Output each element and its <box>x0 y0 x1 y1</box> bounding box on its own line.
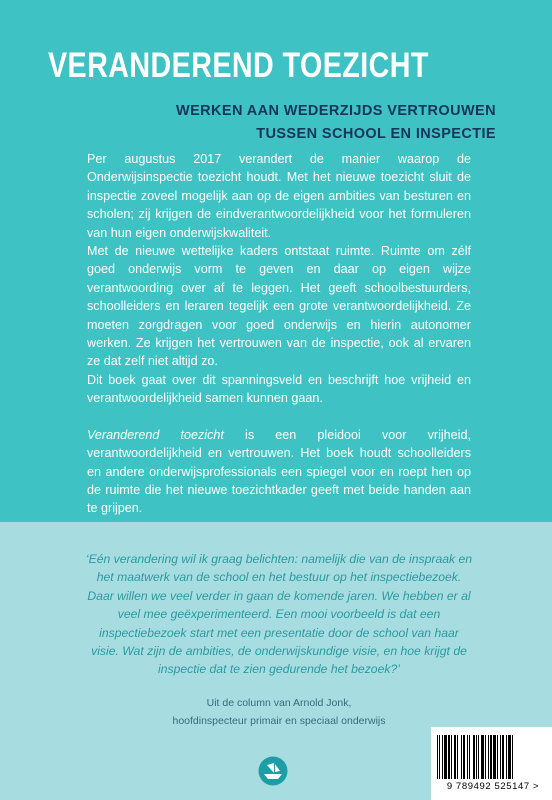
barcode-bar <box>451 735 452 779</box>
barcode-bar <box>488 735 489 779</box>
barcode-bar <box>467 735 468 779</box>
barcode-bar <box>463 735 465 779</box>
barcode-bar <box>500 735 501 779</box>
barcode-bar <box>442 735 443 779</box>
barcode-bar <box>439 735 440 779</box>
book-title: VERANDEREND TOEZICHT <box>48 46 429 85</box>
attribution-line-1: Uit de column van Arnold Jonk, <box>206 697 352 709</box>
subtitle-line-1: WERKEN AAN WEDERZIJDS VERTROUWEN <box>176 103 496 119</box>
barcode-bar <box>461 735 462 779</box>
blurb-paragraph-3: Dit boek gaat over dit spanningsveld en beschrijft hoe vrijheid en verantwoordelijkheid samen kunnen gaan. <box>87 372 471 406</box>
barcode-bar <box>437 735 438 779</box>
barcode-bar <box>497 735 498 779</box>
boat-logo-icon <box>258 756 288 786</box>
barcode-bar <box>485 735 486 779</box>
barcode-bar <box>476 735 477 779</box>
book-subtitle <box>176 100 496 146</box>
barcode-bar <box>469 735 470 779</box>
quote-text: ‘Eén verandering wil ik graag belichten: namelijk die van de inspraak en het maatwerk van de school en het bestuur op het inspectiebezoek. Daar willen we veel verder in gaan de komende jaren. We hebben er al veel mee geëxperimenteerd. Een mooi voorbeeld is dat een inspectiebezoek start met een presentatie door de school van haar visie. Wat zijn de ambities, de onderwijskundige visie, en hoe krijgt de inspectie dat te zien gedurende het bezoek?’ <box>85 552 473 677</box>
blurb-paragraph-1: Per augustus 2017 verandert de manier waarop de Onderwijsinspectie toezicht houdt. Met het nieuwe toezicht sluit de inspectie zoveel mogelijk aan op de eigen ambities van besturen en scholen; zij krijgen de eindverantwoordelijkheid voor het formuleren van hun eigen onderwijskwaliteit. <box>87 152 471 240</box>
barcode-bar <box>444 735 447 779</box>
barcode-bar <box>473 735 475 779</box>
barcode-bar <box>493 735 496 779</box>
attribution-line-2: hoofdinspecteur primair en speciaal onderwijs <box>172 715 386 727</box>
blurb-book-title: Veranderend toezicht <box>87 427 224 442</box>
subtitle-line-2: TUSSEN SCHOOL EN INSPECTIE <box>256 126 496 142</box>
blurb-paragraph-2: Met de nieuwe wettelijke kaders ontstaat ruimte. Ruimte om zélf goed onderwijs vorm te geven en daar op eigen wijze verantwoording over af te leggen. Het geeft schoolbestuurders, schoolleiders en leraren tegelijk een grote verantwoordelijkheid. Ze moeten zorgdragen voor goed onderwijs en hierin autonomer werken. Ze krijgen het vertrouwen van de inspectie, ook al ervaren ze dat zelf niet altijd zo. <box>87 244 471 369</box>
barcode-bar <box>512 735 513 779</box>
quote-attribution <box>84 694 474 730</box>
barcode-bar <box>506 735 507 779</box>
barcode-bar <box>454 735 456 779</box>
barcode-end-mark: > <box>533 781 540 792</box>
barcode-bars <box>437 735 546 779</box>
barcode-bar <box>508 735 511 779</box>
isbn-digits: 9 789492 525147 <box>446 781 530 792</box>
barcode-bar <box>481 735 484 779</box>
barcode-bar <box>448 735 450 779</box>
blurb-text <box>87 150 471 518</box>
blurb-paragraph-4 <box>87 426 471 518</box>
blurb-paragraph-4-text: is een pleidooi voor vrijheid, verantwoordelijkheid en vertrouwen. Het boek houdt schoolleiders en andere onderwijsprofessionals een spiegel voor en roept hen op de ruimte die het nieuwe toezichtkader geeft met beide handen aan te grijpen. <box>87 427 471 516</box>
barcode <box>431 727 552 800</box>
barcode-bar <box>478 735 479 779</box>
barcode-bar <box>457 735 458 779</box>
isbn-number <box>435 781 551 792</box>
barcode-bar <box>490 735 492 779</box>
barcode-bar <box>502 735 504 779</box>
